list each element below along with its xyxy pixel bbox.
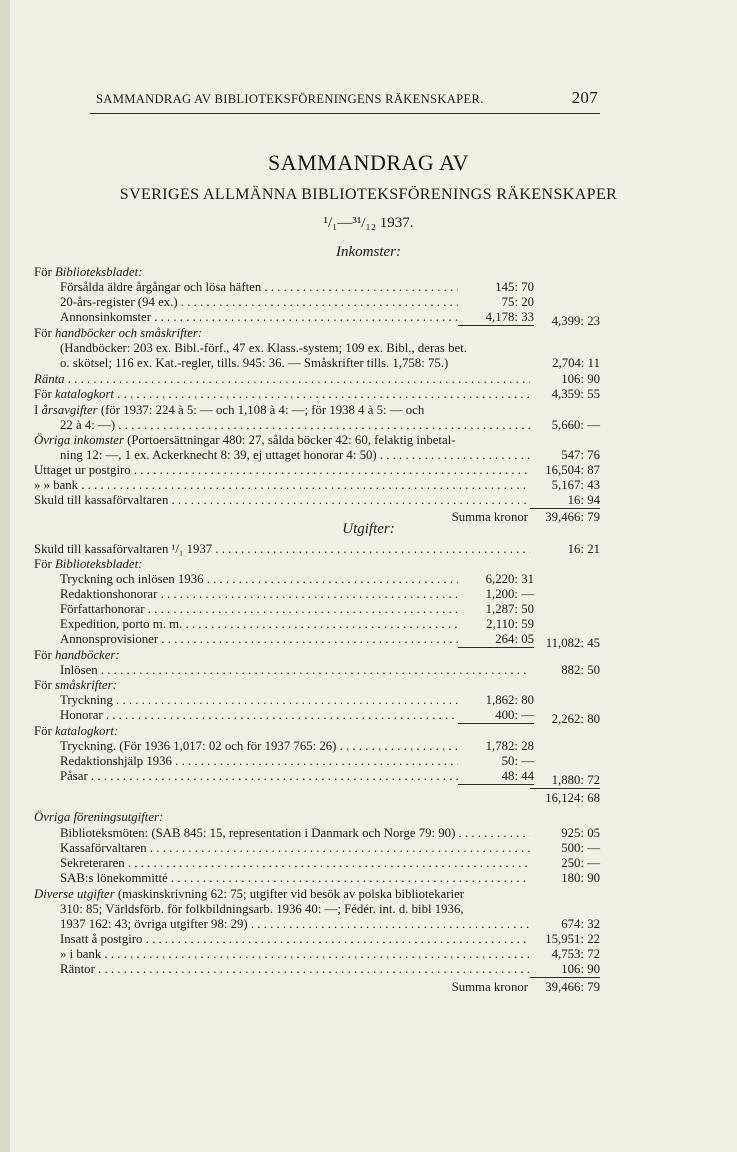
exp-kat-item-1-amount: 1,782: 28: [458, 739, 534, 754]
exp-ofu-item-3: Sekreteraren . . .: [60, 856, 534, 871]
exp-rantor-total: 106: 90: [530, 962, 600, 978]
exp-ofu-item-1-amount: 925: 05: [530, 826, 600, 841]
income-hand-header-pre: För: [34, 326, 55, 340]
income-hand-detail-1: (Handböcker: 203 ex. Bibl.-förf., 47 ex. Klass.-system; 109 ex. Bibl., deras bet.: [60, 341, 467, 355]
exp-bibl-item-4: Expedition, porto m. m. . . .: [60, 617, 470, 632]
exp-ofu-header: [34, 810, 163, 825]
exp-sma-item-2-amount: 400: —: [458, 708, 534, 724]
income-bibl-item-3: Annonsinkomster . . .: [60, 310, 470, 325]
exp-div-detail-1: (maskinskrivning 62: 75; utgifter vid besök av polska bibliotekarier: [114, 887, 465, 901]
exp-sma-header-pre: För: [34, 678, 55, 692]
page-number: 207: [571, 88, 598, 107]
heading-line-2: SVERIGES ALLMÄNNA BIBLIOTEKSFÖRENINGS RÄKENSKAPER: [119, 186, 618, 203]
income-skuld-total: 16: 94: [530, 493, 600, 509]
exp-sma-total: 2,262: 80: [551, 712, 600, 726]
exp-div-detail-2: 310: 85; Världsförb. för folkbildningsarb. 1936 40: —; Fédér. int. d. bibl 1936,: [60, 902, 464, 916]
exp-sma-item-2: Honorar . . .: [60, 708, 470, 723]
exp-hand-total: 882: 50: [530, 663, 600, 678]
running-head: [96, 88, 600, 112]
exp-sma-header-name: småskrifter:: [54, 678, 117, 692]
exp-ofu-header-name: Övriga föreningsutgifter:: [34, 810, 164, 824]
income-katalog: [34, 387, 534, 402]
income-arsavg-detail-2: 22 à 4: —) . . .: [60, 418, 534, 433]
exp-bibl-item-5-amount: 264: 05: [458, 632, 534, 648]
exp-bibl-item-1: Tryckning och inlösen 1936 . . .: [60, 572, 470, 587]
exp-bibl-header-name: Biblioteksbladet:: [54, 557, 143, 571]
income-hand-total: 2,704: 11: [552, 356, 600, 370]
expenses-section-title: Utgifter:: [342, 521, 395, 537]
header-rule: [90, 113, 600, 114]
income-bibl-total: 4,399: 23: [551, 314, 600, 328]
income-arsavg-detail-1: (för 1937: 224 à 5: — och 1,108 à 4: —; för 1938 4 à 5: — och: [97, 403, 425, 417]
exp-bibl-item-2: Redaktionshonorar . . .: [60, 587, 470, 602]
income-katalog-pre: För: [34, 387, 55, 401]
exp-rantor-label: Räntor . . .: [60, 962, 534, 977]
heading-period: ¹/₁—³¹/₁₂ 1937.: [323, 215, 414, 231]
exp-kat-header-pre: För: [34, 724, 55, 738]
income-bibl-item-2-amount: 75: 20: [458, 295, 534, 310]
exp-ibank-label: » i bank . . .: [60, 947, 534, 962]
exp-ofu-item-2: Kassaförvaltaren . . .: [60, 841, 534, 856]
exp-hand-item: Inlösen . . .: [60, 663, 534, 678]
exp-sma-header: [34, 678, 117, 693]
exp-div-line-1: [34, 887, 534, 902]
exp-bibl-header-pre: För: [34, 557, 55, 571]
income-sum-label: Summa kronor: [451, 510, 528, 524]
income-hand-header-name: handböcker och småskrifter:: [54, 326, 203, 340]
exp-kat-item-2: Redaktionshjälp 1936 . . .: [60, 754, 470, 769]
income-bibl-header-name: Biblioteksbladet:: [54, 265, 143, 279]
income-ovriga-detail-1: (Portoersättningar 480: 27, sålda böcker 42: 60, felaktig inbetal-: [123, 433, 456, 447]
exp-kat-header: [34, 724, 118, 739]
exp-kat-total: 1,880: 72: [530, 773, 600, 789]
income-uttaget-label: Uttaget ur postgiro . . .: [34, 463, 534, 478]
income-bibl-item-2: 20-års-register (94 ex.) . . .: [60, 295, 470, 310]
exp-sma-item-1: Tryckning . . .: [60, 693, 470, 708]
exp-hand-header: [34, 648, 120, 663]
income-ovriga-label: Övriga inkomster: [34, 433, 124, 447]
income-bank-total: 5,167: 43: [530, 478, 600, 493]
income-arsavg-line-1: [34, 403, 534, 418]
exp-skuld-label: Skuld till kassaförvaltaren ¹/₁ 1937 . . .: [34, 542, 534, 557]
income-ovriga-detail-2: ning 12: —, 1 ex. Ackerknecht 8: 39, ej uttaget honorar 4: 50) . . .: [60, 448, 534, 463]
exp-bibl-item-4-amount: 2,110: 59: [458, 617, 534, 632]
income-ovriga-line-1: [34, 433, 534, 448]
exp-ofu-item-4-amount: 180: 90: [530, 871, 600, 886]
exp-ofu-item-1: Biblioteksmöten: (SAB 845: 15, representation i Danmark och Norge 79: 90) . . .: [60, 826, 534, 841]
income-hand-detail-2: o. skötsel; 116 ex. Kat.-regler, tills. 945: 36. — Småskrifter tills. 1,758: 75.): [60, 356, 449, 370]
exp-sma-item-1-amount: 1,862: 80: [458, 693, 534, 708]
income-arsavg-total: 5,660: —: [530, 418, 600, 433]
exp-subtotal: 16,124: 68: [545, 791, 600, 805]
exp-kat-item-3: Påsar . . .: [60, 769, 470, 784]
income-katalog-total: 4,359: 55: [530, 387, 600, 402]
income-bibl-header: [34, 265, 142, 280]
income-sum-total: 39,466: 79: [545, 510, 600, 524]
income-arsavg-pre: I: [34, 403, 42, 417]
income-ranta: [34, 372, 534, 387]
income-skuld-label: Skuld till kassaförvaltaren . . .: [34, 493, 534, 508]
exp-bibl-item-1-amount: 6,220: 31: [458, 572, 534, 587]
income-arsavg-label: årsavgifter: [41, 403, 98, 417]
income-uttaget-total: 16,504: 87: [530, 463, 600, 478]
exp-div-total: 674: 32: [530, 917, 600, 932]
exp-sum-label: Summa kronor: [451, 980, 528, 994]
exp-skuld-total: 16: 21: [530, 542, 600, 557]
income-bibl-item-1-amount: 145: 70: [458, 280, 534, 295]
income-bibl-item-3-amount: 4,178: 33: [458, 310, 534, 326]
exp-bibl-item-5: Annonsprovisioner . . .: [60, 632, 470, 647]
income-hand-header: [34, 326, 202, 341]
exp-ofu-item-3-amount: 250: —: [530, 856, 600, 871]
exp-hand-header-pre: För: [34, 648, 55, 662]
income-ovriga-total: 547: 76: [530, 448, 600, 463]
running-head-title: SAMMANDRAG AV BIBLIOTEKSFÖRENINGENS RÄKENSKAPER.: [96, 92, 484, 106]
exp-bibl-item-2-amount: 1,200: —: [458, 587, 534, 602]
exp-bibl-item-3-amount: 1,287: 50: [458, 602, 534, 617]
exp-bibl-header: [34, 557, 142, 572]
exp-insatt-label: Insatt å postgiro . . .: [60, 932, 534, 947]
exp-kat-header-name: katalogkort:: [54, 724, 119, 738]
income-bibl-header-pre: För: [34, 265, 55, 279]
income-bibl-item-1: Försålda äldre årgångar och lösa häften . . .: [60, 280, 470, 295]
exp-div-detail-3: 1937 162: 43; övriga utgifter 98: 29) . . .: [60, 917, 534, 932]
exp-bibl-item-3: Författarhonorar . . .: [60, 602, 470, 617]
exp-ofu-item-2-amount: 500: —: [530, 841, 600, 856]
exp-ibank-total: 4,753: 72: [530, 947, 600, 962]
income-ranta-total: 106: 90: [530, 372, 600, 387]
income-bank-label: » » bank . . .: [34, 478, 534, 493]
exp-ofu-item-4: SAB:s lönekommitté . . .: [60, 871, 534, 886]
income-katalog-label: katalogkort: [54, 387, 114, 401]
exp-kat-item-2-amount: 50: —: [458, 754, 534, 769]
income-ranta-label: Ränta: [34, 372, 65, 386]
exp-hand-header-name: handböcker:: [54, 648, 120, 662]
exp-sum-total: 39,466: 79: [545, 980, 600, 994]
exp-kat-item-1: Tryckning. (För 1936 1,017: 02 och för 1937 765: 26) . . .: [60, 739, 470, 754]
exp-div-label: Diverse utgifter: [34, 887, 115, 901]
exp-kat-item-3-amount: 48: 44: [458, 769, 534, 785]
income-section-title: Inkomster:: [336, 244, 401, 260]
exp-bibl-total: 11,082: 45: [545, 636, 600, 650]
exp-insatt-total: 15,951: 22: [530, 932, 600, 947]
heading-line-1: SAMMANDRAG AV: [267, 150, 470, 175]
